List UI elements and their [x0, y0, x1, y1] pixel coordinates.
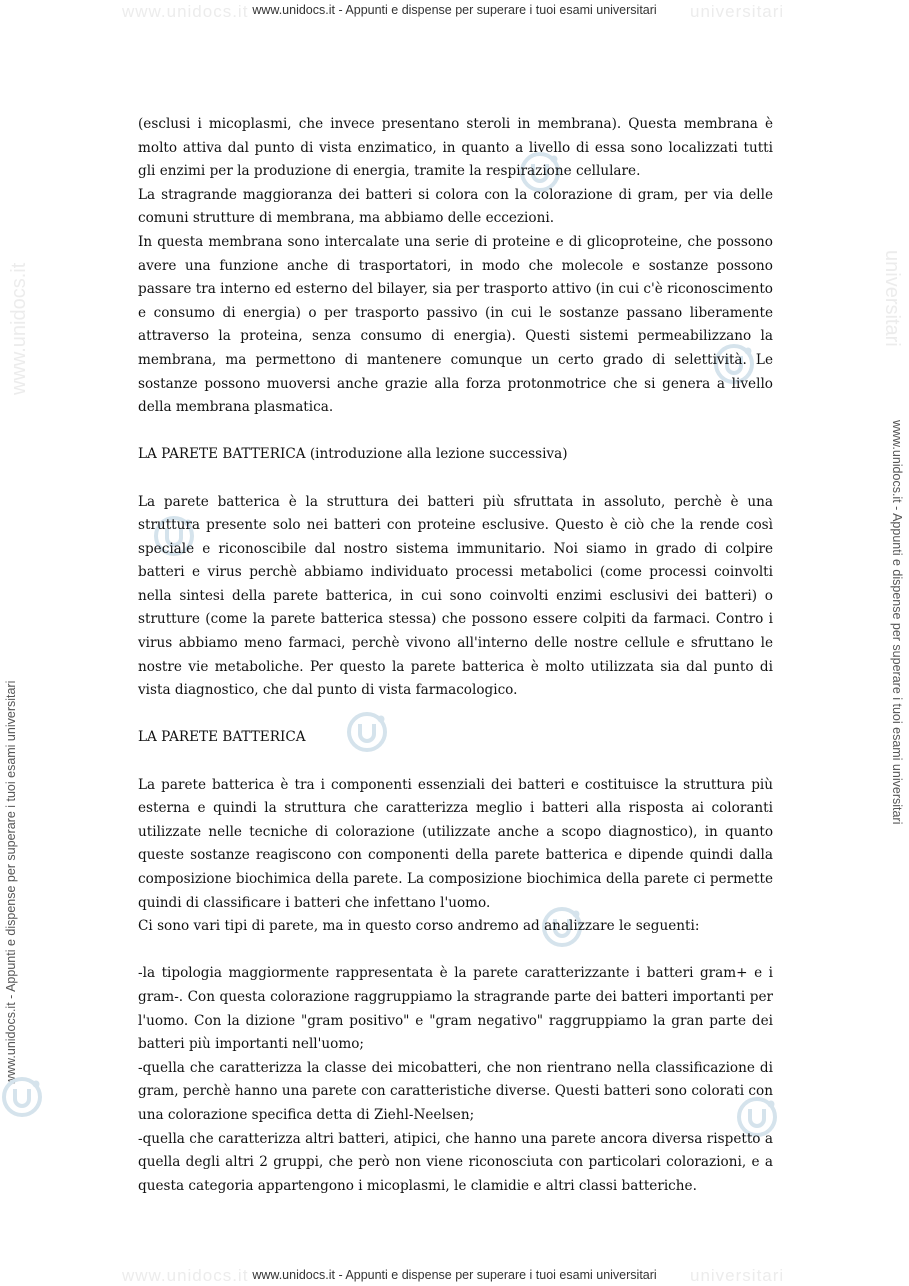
section-heading: LA PARETE BATTERICA	[138, 729, 306, 746]
unidocs-logo-icon	[0, 1075, 44, 1119]
watermark-ghost-right: universitari	[881, 250, 903, 347]
paragraph: (esclusi i micoplasmi, che invece presentano steroli in membrana). Questa membrana è molto attiva dal punto di vista enzimatico, in quanto a livello di essa sono localizzati tutti gli enzimi per la produzione di energia, tramite la respirazione cellulare.	[138, 116, 773, 180]
paragraph: Ci sono vari tipi di parete, ma in questo corso andremo ad analizzare le seguenti:	[138, 918, 700, 935]
list-item: -quella che caratterizza la classe dei micobatteri, che non rientrano nella classificazione di gram, perchè hanno una parete con caratteristiche diverse. Questi batteri sono colorati con una colorazione specifica detta di Ziehl-Neelsen;	[138, 1059, 773, 1123]
side-text-left: www.unidocs.it - Appunti e dispense per superare i tuoi esami universitari	[4, 680, 18, 1085]
paragraph: La parete batterica è la struttura dei batteri più sfruttata in assoluto, perchè è una struttura presente solo nei batteri con proteine esclusive. Questo è ciò che la rende così speciale e riconoscibile dal nostro sistema immunitario. Noi siamo in grado di colpire batteri e virus perchè abbiamo individuato processi metabolici (come processi coinvolti nella sintesi della parete batterica, in cui sono coinvolti enzimi esclusivi dei batteri) o strutture (come la parete batterica stessa) che possono essere colpiti da farmaci. Contro i virus abbiamo meno farmaci, perchè vivono all'interno delle nostre cellule e sfruttano le nostre vie metaboliche. Per questo la parete batterica è molto utilizzata sia dal punto di vista diagnostico, che dal punto di vista farmacologico.	[138, 493, 773, 699]
paragraph: In questa membrana sono intercalate una serie di proteine e di glicoproteine, che possono avere una funzione anche di trasportatori, in modo che molecole e sostanze possono passare tra interno ed esterno del bilayer, sia per trasporto attivo (in cui c'è riconoscimento e consumo di energia) o per trasporto passivo (in cui le sostanze passano liberamente attraverso la proteina, senza consumo di energia). Questi sistemi permeabilizzano la membrana, ma permettono di mantenere comunque un certo grado di selettività. Le sostanze possono muoversi anche grazie alla forza protonmotrice che si genera a livello della membrana plasmatica.	[138, 233, 773, 416]
paragraph: La stragrande maggioranza dei batteri si colora con la colorazione di gram, per via delle comuni strutture di membrana, ma abbiamo delle eccezioni.	[138, 186, 773, 227]
document-body	[138, 113, 773, 1198]
paragraph: La parete batterica è tra i componenti essenziali dei batteri e costituisce la struttura più esterna e quindi la struttura che caratterizza meglio i batteri alla risposta ai coloranti utilizzate nelle tecniche di colorazione (utilizzate anche a scopo diagnostico), in quanto queste sostanze reagiscono con componenti della parete batterica e dipende quindi dalla composizione biochimica della parete. La composizione biochimica della parete ci permette quindi di classificare i batteri che infettano l'uomo.	[138, 776, 773, 911]
watermark-ghost-top: www.unidocs.it	[122, 2, 249, 21]
side-text-right: www.unidocs.it - Appunti e dispense per superare i tuoi esami universitari	[890, 420, 904, 825]
watermark-ghost-left: www.unidocs.it	[8, 262, 30, 395]
spacer	[138, 420, 773, 444]
page-header: www.unidocs.it - Appunti e dispense per superare i tuoi esami universitari	[252, 3, 657, 17]
spacer	[138, 703, 773, 727]
watermark-ghost-bottom-right: universitari	[690, 1266, 785, 1285]
list-item: -quella che caratterizza altri batteri, atipici, che hanno una parete ancora diversa rispetto a quella degli altri 2 gruppi, che però non viene riconosciuta con particolari colorazioni, e a questa categoria appartengono i micoplasmi, le clamidie e altri classi batteriche.	[138, 1130, 773, 1194]
spacer	[138, 939, 773, 963]
spacer	[138, 467, 773, 491]
watermark-ghost-top-right: universitari	[690, 2, 785, 21]
section-heading: LA PARETE BATTERICA (introduzione alla lezione successiva)	[138, 446, 568, 463]
watermark-ghost-bottom: www.unidocs.it	[122, 1266, 249, 1285]
list-item: -la tipologia maggiormente rappresentata è la parete caratterizzante i batteri gram+ e i gram-. Con questa colorazione raggruppiamo la stragrande parte dei batteri importanti per l'uomo. Con la dizione "gram positivo" e "gram negativo" raggruppiamo la gran parte dei batteri più importanti nell'uomo;	[138, 965, 773, 1053]
page-footer: www.unidocs.it - Appunti e dispense per superare i tuoi esami universitari	[252, 1268, 657, 1282]
spacer	[138, 750, 773, 774]
